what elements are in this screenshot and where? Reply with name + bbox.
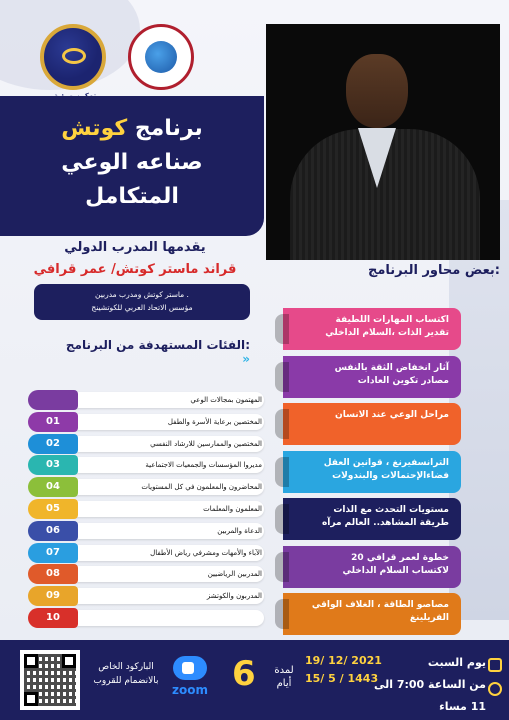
title-line-3: المتكامل: [85, 184, 179, 209]
program-axis-tab: [275, 504, 289, 534]
target-group-item: [28, 608, 264, 628]
target-group-item: [28, 543, 264, 563]
target-group-item: [28, 455, 264, 475]
double-chevron-icon: »: [242, 352, 250, 366]
hijri-date: 15/ 5 / 1443: [305, 672, 379, 685]
program-axis-line-1: مستويات التحدث مع الذات: [333, 505, 449, 515]
program-axis-tab: [275, 314, 289, 344]
target-group-number: 02: [28, 434, 78, 454]
program-axis-box: [283, 593, 461, 635]
target-group-text: المختصين برعاية الأسرة والطفل: [167, 417, 262, 426]
qr-corner: [24, 692, 38, 706]
program-axis-tab: [275, 599, 289, 629]
duration-label-line-1: لمدة: [274, 665, 294, 676]
qr-code[interactable]: [20, 650, 80, 710]
target-group-number: 10: [28, 608, 78, 628]
target-group-number: 07: [28, 543, 78, 563]
calendar-icon: [488, 658, 502, 672]
program-axis-tab: [275, 552, 289, 582]
program-axis-tab: [275, 457, 289, 487]
centre-logo: [128, 24, 194, 90]
program-axis-box: [283, 308, 461, 350]
program-axis-line-2: فضاءالإحتمالات والبندولات: [332, 470, 449, 481]
tamkeen-logo: [40, 24, 106, 90]
target-group-number: 05: [28, 499, 78, 519]
target-group-text: المدربين الرياضيين: [207, 570, 262, 579]
duration-number: 6: [232, 654, 256, 694]
program-axis-line-2: طريقة المشاهد.. العالم مرآه: [321, 518, 449, 528]
program-axis-box: [283, 546, 461, 588]
program-axis-line-2: لاكتساب السلام الداخلي: [342, 565, 449, 576]
program-axis-box: [283, 451, 461, 493]
presents-text: يقدمها المدرب الدولي: [64, 240, 206, 255]
program-axis-line-1: الترانسفيرنغ ، قوانين العقل: [323, 457, 449, 468]
program-axis-tab: [275, 362, 289, 392]
target-group-item: [28, 564, 264, 584]
globe-icon: [145, 41, 177, 73]
program-axis-tab: [275, 409, 289, 439]
target-group-number: 09: [28, 586, 78, 606]
target-group-item: [28, 521, 264, 541]
target-group-text: مديروا المؤسسات والجمعيات الاجتماعية: [145, 461, 262, 470]
time-text: من الساعة 7:00 الى 11 مساء: [373, 678, 486, 713]
program-axis-line-2: مصادر تكوين العادات: [357, 375, 449, 386]
day-text: يوم السبت: [427, 656, 486, 669]
duration-label-line-2: أيام: [276, 678, 292, 689]
gregorian-date: 19/ 12/ 2021: [305, 654, 382, 667]
program-axis-box: [283, 498, 461, 540]
target-groups-title: الفئات المستهدفة من البرنامج:: [65, 338, 250, 352]
barcode-caption-line-2: بالانضمام للقروب: [93, 676, 159, 686]
program-axis-line-1: اكتساب المهارات اللطيفة: [335, 315, 449, 325]
presenter-head: [346, 54, 408, 128]
barcode-caption: [86, 660, 166, 688]
target-group-number: 06: [28, 521, 78, 541]
schedule: [356, 652, 486, 718]
target-group-text: الدعاة والمربين: [217, 526, 262, 535]
trainer-name: قراند ماستر كوتش/ عمر قرافي: [33, 262, 237, 277]
program-axis-item: [283, 403, 461, 445]
target-group-number: 08: [28, 564, 78, 584]
target-group-text: المختصين والممارسين للارشاد النفسي: [150, 439, 262, 448]
title-word: كوتش: [61, 116, 128, 141]
program-axis-box: [283, 356, 461, 398]
presenter-photo: [266, 24, 500, 260]
target-group-item: [28, 390, 264, 410]
target-group-item: [28, 586, 264, 606]
target-group-text: [84, 610, 262, 626]
target-group-text: الآباء والأمهات ومشرفي رياض الأطفال: [150, 548, 262, 557]
target-group-item: [28, 412, 264, 432]
trainer-bio-line-2: مؤسس الاتحاد العربي للكوتشينج: [91, 303, 193, 312]
target-group-number: 01: [28, 412, 78, 432]
target-groups-header: [60, 338, 260, 366]
qr-corner: [62, 654, 76, 668]
duration: [226, 652, 312, 708]
target-group-number: 04: [28, 477, 78, 497]
target-group-text: المعلمون والمعلمات: [203, 505, 262, 513]
target-group-text: المحاضرون والمعلمون في كل المستويات: [141, 483, 262, 492]
target-group-item: [28, 434, 264, 454]
title-prefix: برنامج: [134, 116, 203, 141]
qr-corner: [24, 654, 38, 668]
program-axis-box: [283, 403, 461, 445]
target-group-number: [28, 390, 78, 410]
program-axes-header: بعض محاور البرنامج:: [368, 263, 500, 278]
target-group-item: [28, 499, 264, 519]
target-group-text: المدربون والكوتشز: [206, 592, 262, 601]
eye-icon: [62, 48, 86, 64]
clock-icon: [488, 682, 502, 696]
zoom-label: zoom: [172, 683, 208, 697]
trainer-bio-line-1: ماستر كوتش ومدرب مدربين .: [95, 290, 189, 299]
title-line-2: صناعه الوعي: [61, 150, 203, 175]
target-group-text: المهتمون بمجالات الوعي: [190, 396, 262, 404]
program-axis-item: [283, 593, 461, 635]
title-line-1: [10, 116, 254, 141]
program-axis-item: [283, 356, 461, 398]
program-axis-line-1: مصاصو الطاقة ، الغلاف الواقي: [311, 600, 449, 610]
program-axis-line-1: آثار انخفاض الثقة بالنفس: [334, 362, 449, 373]
program-axis-item: [283, 546, 461, 588]
trainer-bio: [34, 284, 250, 320]
target-group-number: 03: [28, 455, 78, 475]
zoom-logo: [168, 656, 212, 700]
program-axis-item: [283, 451, 461, 493]
barcode-caption-line-1: الباركود الخاص: [98, 662, 154, 672]
program-axis-line-2: تقدير الذات ،السلام الداخلي: [325, 328, 449, 338]
duration-label: [264, 664, 304, 690]
program-axis-line-2: الفريلينغ: [409, 613, 449, 623]
video-camera-icon: [173, 656, 207, 680]
program-axis-item: [283, 308, 461, 350]
target-group-item: [28, 477, 264, 497]
program-axis-item: [283, 498, 461, 540]
title-panel: [0, 96, 264, 236]
program-axis-line-1: مراحل الوعي عند الانسان: [335, 410, 449, 420]
program-axis-line-1: 20 خطوة لعمر قرافي: [351, 552, 449, 563]
